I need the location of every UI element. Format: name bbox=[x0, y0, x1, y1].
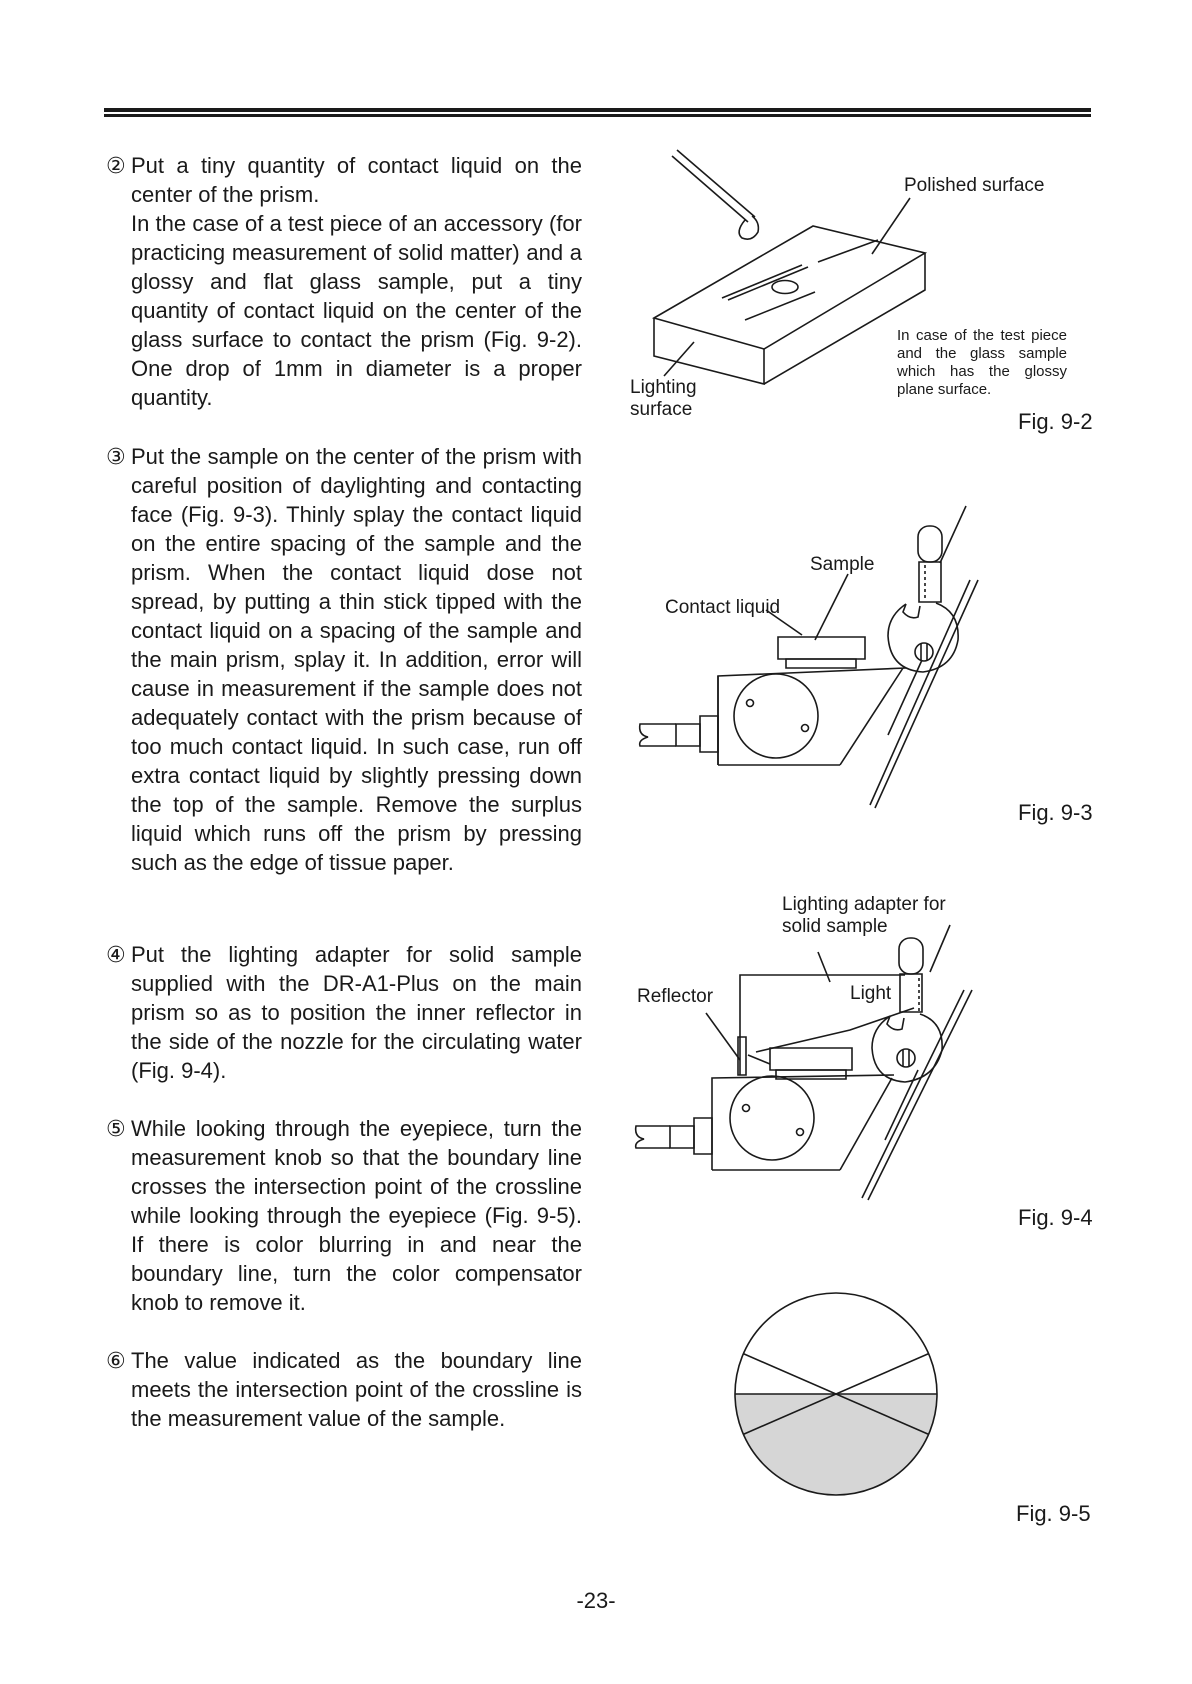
step-text: In the case of a test piece of an accessory (for practicing measurement of solid matter) and a glossy and flat glass sample, put a tiny quantity of contact liquid on the center of the glass surface to contact the prism (Fig. 9-2). One drop of 1mm in diameter is a proper quantity. bbox=[131, 211, 582, 410]
label-contact-liquid: Contact liquid bbox=[665, 597, 781, 618]
label-polished-surface: Polished surface bbox=[904, 175, 1045, 196]
figure-caption: Fig. 9-3 bbox=[1018, 800, 1093, 825]
label-sample: Sample bbox=[810, 554, 875, 575]
label-adapter-2: solid sample bbox=[782, 916, 888, 937]
label-light: Light bbox=[850, 983, 892, 1004]
figure-caption: Fig. 9-5 bbox=[1016, 1501, 1091, 1526]
step-text: While looking through the eyepiece, turn the measurement knob so that the boundary line crosses the intersection point of the crossline while looking through the eyepiece (Fig. 9-5). If there is color blurring in and near the boundary line, turn the color compensator knob to remove it. bbox=[131, 1116, 582, 1315]
label-lighting-surface-1: Lighting bbox=[630, 377, 697, 398]
label-adapter-1: Lighting adapter for bbox=[782, 894, 946, 915]
step-text: Put the sample on the center of the prism with careful position of daylighting and contacting face (Fig. 9-3). Thinly splay the contact liquid on the entire spacing of the sample and the prism. When the contact liquid dose not spread, by putting a thin stick tipped with the contact liquid on a spacing of the sample and the main prism, splay it. In addition, error will cause in measurement if the sample does not adequately contact with the prism because of too much contact liquid. In such case, run off extra contact liquid by slightly pressing down the top of the sample. Remove the surplus liquid which runs off the prism by pressing such as the edge of tissue paper. bbox=[131, 444, 582, 875]
step-number: ③ bbox=[106, 444, 126, 469]
step-number: ⑤ bbox=[106, 1116, 126, 1141]
step-number: ⑥ bbox=[106, 1348, 126, 1373]
label-lighting-surface-2: surface bbox=[630, 399, 693, 420]
step-text: Put a tiny quantity of contact liquid on the center of the prism. bbox=[131, 153, 582, 207]
step-number: ② bbox=[106, 153, 126, 178]
page-number: -23- bbox=[576, 1588, 616, 1613]
step-number: ④ bbox=[106, 942, 126, 967]
label-glass-note: In case of the test piece and the glass sample which has the glossy plane surface. bbox=[897, 327, 1067, 398]
figure-caption: Fig. 9-4 bbox=[1018, 1205, 1093, 1230]
step-text: The value indicated as the boundary line meets the intersection point of the crossline is the measurement value of the sample. bbox=[131, 1348, 582, 1431]
label-reflector: Reflector bbox=[637, 986, 714, 1007]
figure-caption: Fig. 9-2 bbox=[1018, 409, 1093, 434]
step-text: Put the lighting adapter for solid sample supplied with the DR-A1-Plus on the main prism so as to position the inner reflector in the side of the nozzle for the circulating water (Fig. 9-4). bbox=[131, 942, 582, 1083]
